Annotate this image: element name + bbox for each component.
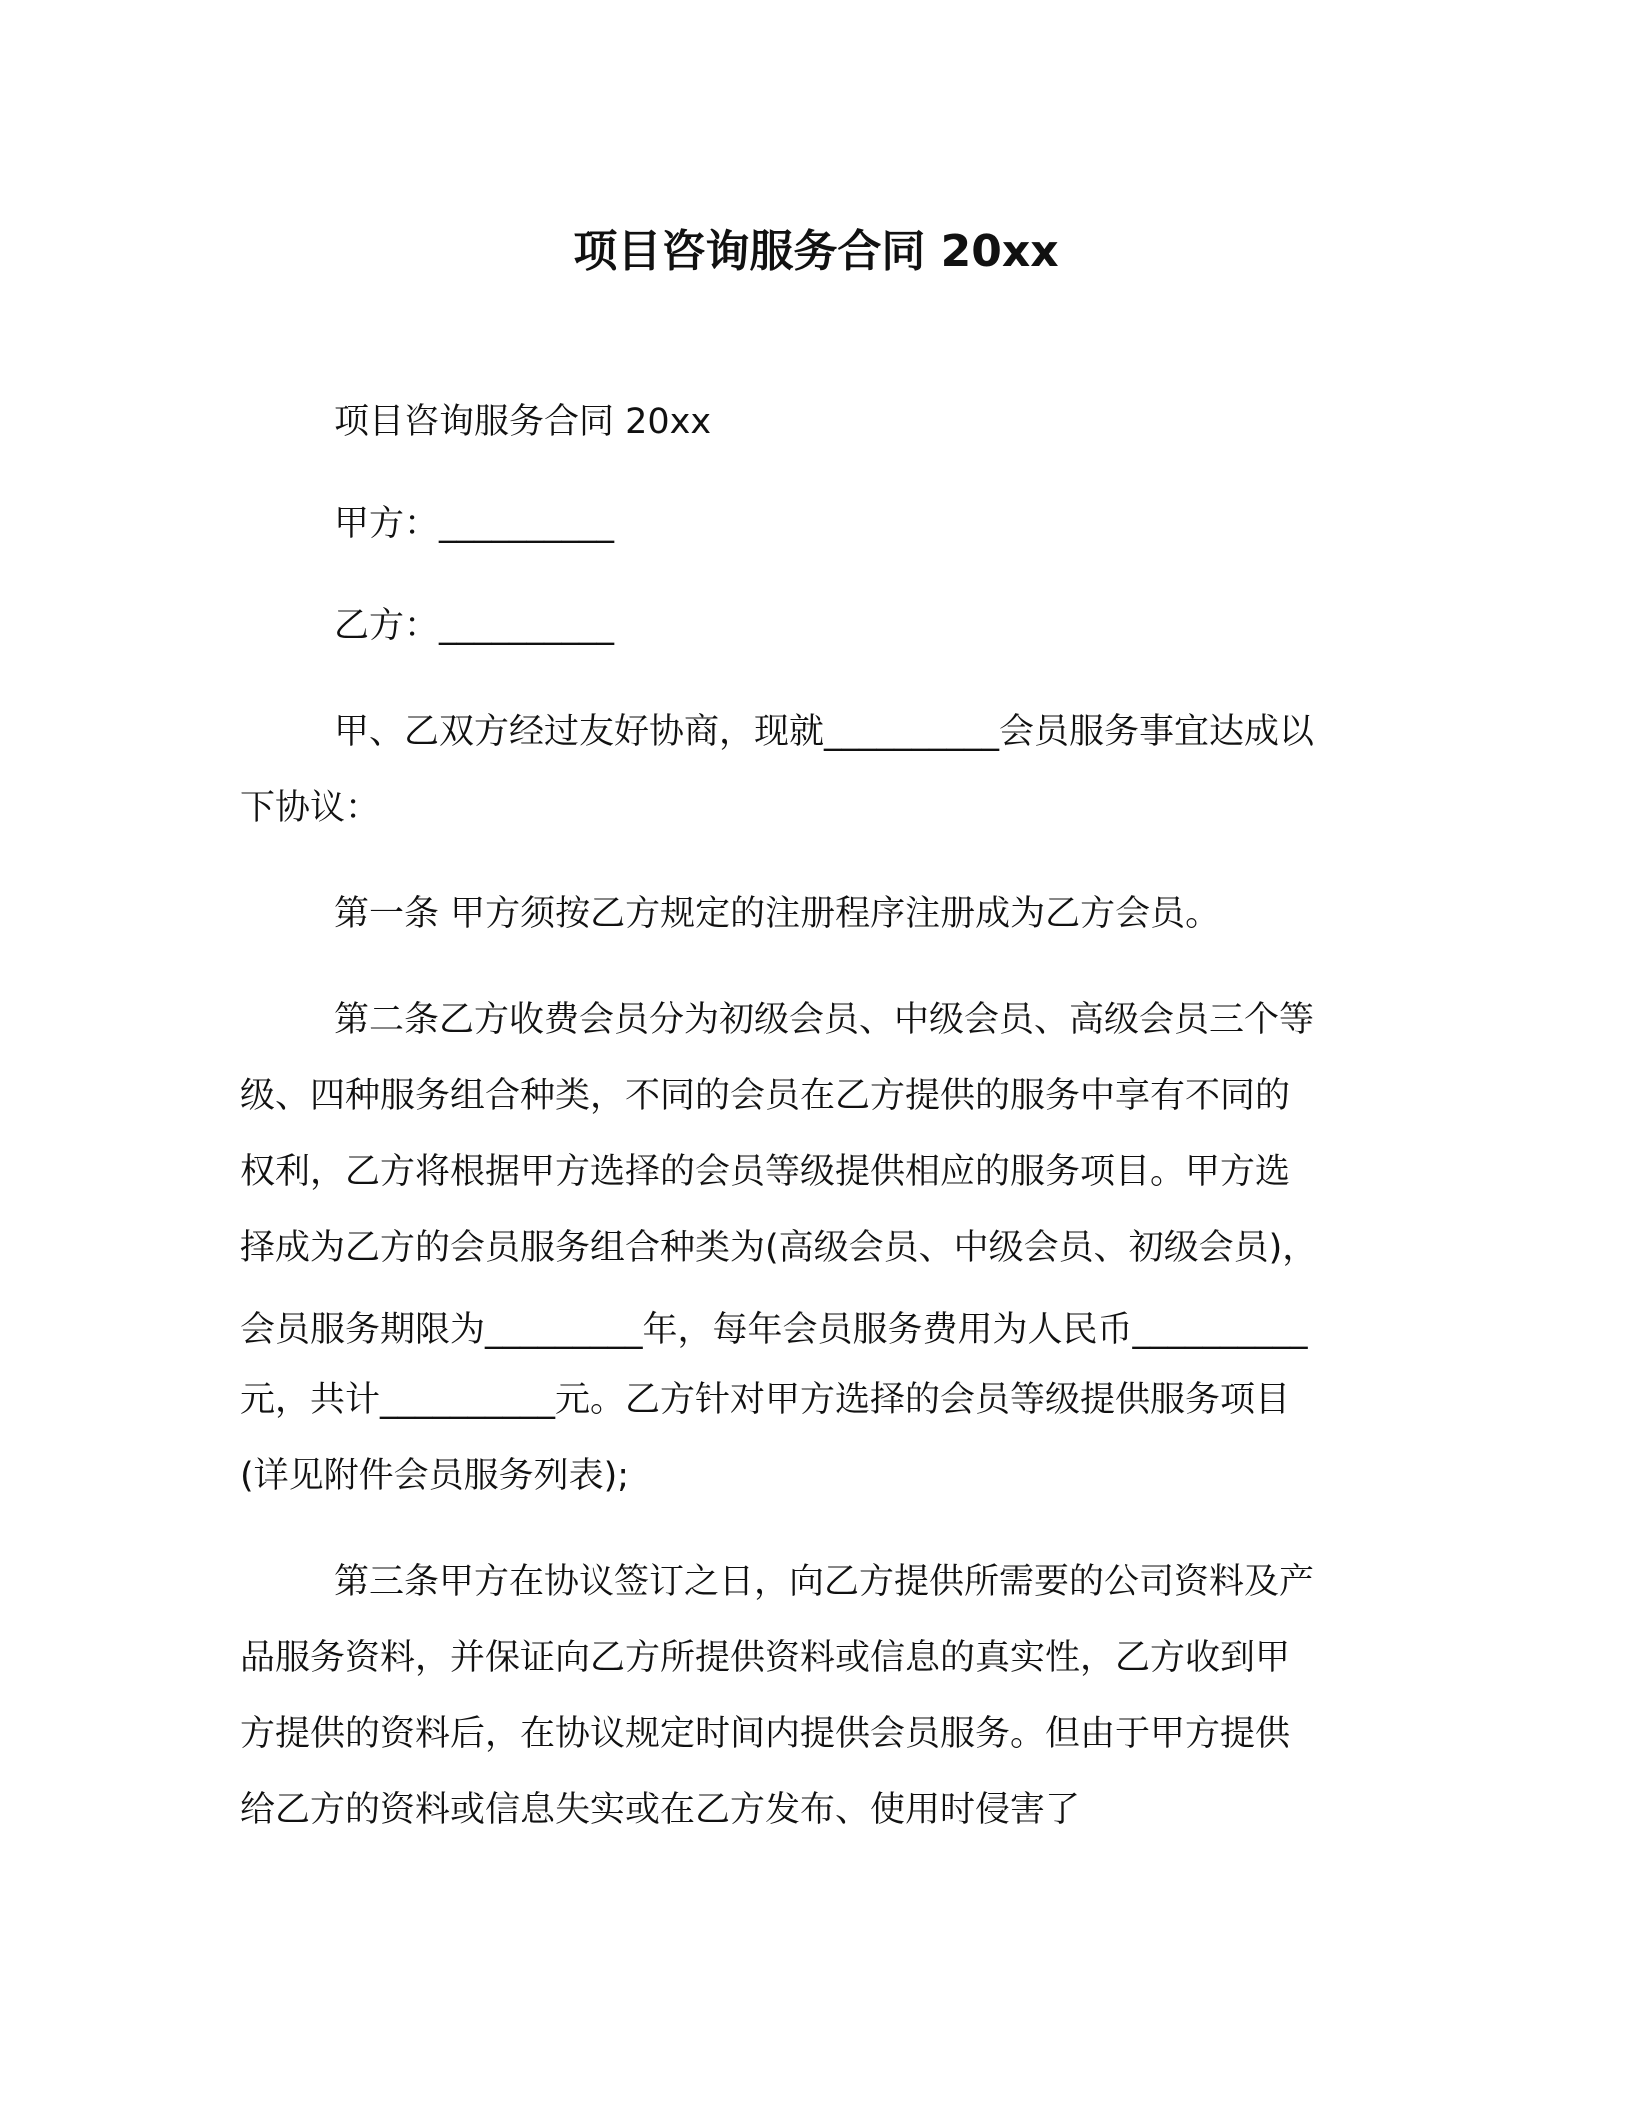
article3-line-4: 给乙方的资料或信息失实或在乙方发布、使用时侵害了 bbox=[240, 1790, 1081, 1830]
party-b-line: 乙方：__________ bbox=[334, 606, 615, 646]
article2-line-7: (详见附件会员服务列表); bbox=[240, 1456, 630, 1496]
article3-line-2: 品服务资料，并保证向乙方所提供资料或信息的真实性，乙方收到甲 bbox=[240, 1638, 1291, 1678]
document-subtitle: 项目咨询服务合同 20xx bbox=[334, 402, 712, 442]
article2-line-1: 第二条乙方收费会员分为初级会员、中级会员、高级会员三个等 bbox=[334, 1000, 1315, 1040]
article2-line-4: 择成为乙方的会员服务组合种类为(高级会员、中级会员、初级会员)， bbox=[240, 1228, 1318, 1268]
article3-line-1: 第三条甲方在协议签订之日，向乙方提供所需要的公司资料及产 bbox=[334, 1562, 1315, 1602]
article3-line-3: 方提供的资料后，在协议规定时间内提供会员服务。但由于甲方提供 bbox=[240, 1714, 1291, 1754]
document-title: 项目咨询服务合同 20xx bbox=[573, 226, 1059, 277]
party-a-line: 甲方：__________ bbox=[334, 504, 615, 544]
article1-line-1: 第一条 甲方须按乙方规定的注册程序注册成为乙方会员。 bbox=[334, 894, 1221, 934]
intro-line-1: 甲、乙双方经过友好协商，现就__________会员服务事宜达成以 bbox=[334, 712, 1315, 752]
article2-line-2: 级、四种服务组合种类，不同的会员在乙方提供的服务中享有不同的 bbox=[240, 1076, 1291, 1116]
intro-line-2: 下协议： bbox=[240, 788, 381, 828]
article2-line-5: 会员服务期限为_________年，每年会员服务费用为人民币__________ bbox=[240, 1310, 1308, 1350]
article2-line-6: 元，共计__________元。乙方针对甲方选择的会员等级提供服务项目 bbox=[240, 1380, 1291, 1420]
article2-line-3: 权利，乙方将根据甲方选择的会员等级提供相应的服务项目。甲方选 bbox=[240, 1152, 1291, 1192]
